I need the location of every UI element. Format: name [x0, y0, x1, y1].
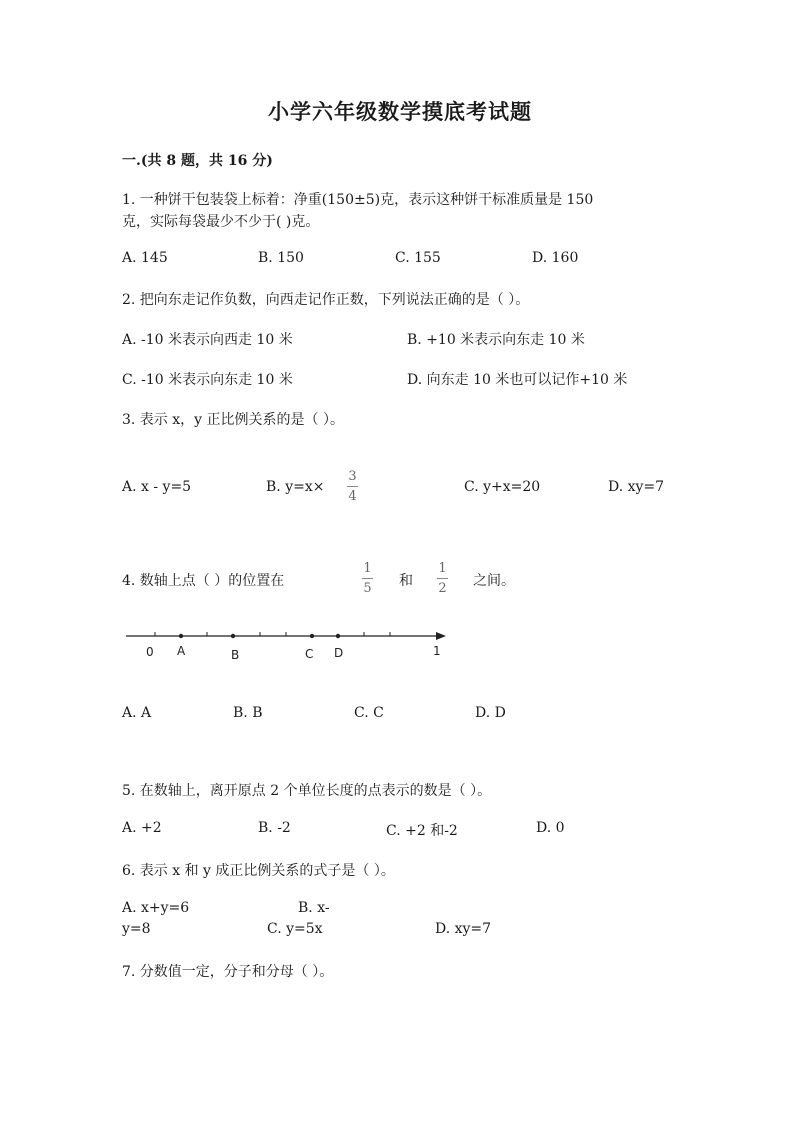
q4-fraction-one-half — [437, 562, 448, 595]
question-2: 2. 把向东走记作负数，向西走记作正数，下列说法正确的是（ ）。 — [122, 292, 530, 308]
q5-option-a: A. +2 — [122, 820, 162, 836]
q4-fraction-one-fifth — [362, 562, 373, 595]
q6-option-a: A. x+y=6 — [122, 900, 190, 916]
q3-option-b: B. y=x× — [266, 479, 325, 495]
q2-option-c: C. -10 米表示向东走 10 米 — [122, 372, 293, 388]
label-one: 1 — [433, 644, 441, 658]
point-d-dot — [336, 634, 340, 638]
fraction-denominator: 2 — [438, 581, 447, 596]
q1-option-a: A. 145 — [122, 250, 168, 266]
fraction-denominator: 4 — [348, 489, 357, 504]
q5-option-b: B. -2 — [258, 820, 291, 836]
point-a-dot — [179, 634, 183, 638]
q3-option-d: D. xy=7 — [608, 479, 665, 495]
fraction-numerator: 3 — [348, 469, 357, 484]
question-1-line-2: 克，实际每袋最少不少于( )克。 — [122, 214, 320, 230]
page-title: 小学六年级数学摸底考试题 — [268, 99, 532, 124]
q5-option-c: C. +2 和-2 — [386, 823, 458, 839]
section-heading: 一.(共 8 题，共 16 分) — [122, 153, 273, 169]
q5-option-d: D. 0 — [536, 820, 565, 836]
point-b-dot — [231, 634, 235, 638]
label-point-a: A — [177, 644, 186, 658]
label-point-d: D — [334, 646, 344, 660]
question-4-part-3: 之间。 — [473, 573, 515, 589]
q4-option-a: A. A — [122, 705, 152, 721]
number-line-arrow — [436, 632, 446, 640]
q4-option-d: D. D — [475, 705, 506, 721]
q3-option-c: C. y+x=20 — [464, 479, 541, 495]
question-1-line-1: 1. 一种饼干包装袋上标着：净重(150±5)克，表示这种饼干标准质量是 150 — [122, 192, 594, 208]
q4-option-c: C. C — [354, 705, 384, 721]
question-4-part-1: 4. 数轴上点（ ）的位置在 — [122, 573, 285, 589]
fraction-numerator: 1 — [438, 561, 447, 576]
q2-option-d: D. 向东走 10 米也可以记作+10 米 — [407, 372, 628, 388]
q3-option-a: A. x - y=5 — [122, 479, 192, 495]
question-6: 6. 表示 x 和 y 成正比例关系的式子是（ ）。 — [122, 863, 395, 879]
question-5: 5. 在数轴上，离开原点 2 个单位长度的点表示的数是（ ）。 — [122, 783, 492, 799]
q6-option-b-line-1: B. x- — [298, 900, 330, 916]
fraction-denominator: 5 — [363, 581, 372, 596]
point-c-dot — [310, 634, 314, 638]
q4-option-b: B. B — [233, 705, 263, 721]
fraction-bar — [347, 486, 358, 487]
q1-option-c: C. 155 — [395, 250, 441, 266]
q6-option-b-line-2: y=8 — [122, 921, 151, 937]
q2-option-b: B. +10 米表示向东走 10 米 — [407, 332, 585, 348]
q1-option-b: B. 150 — [258, 250, 304, 266]
q2-option-a: A. -10 米表示向西走 10 米 — [122, 332, 293, 348]
question-3: 3. 表示 x，y 正比例关系的是（ ）。 — [122, 412, 344, 428]
q6-option-d: D. xy=7 — [435, 921, 492, 937]
fraction-bar — [362, 578, 373, 579]
fraction-numerator: 1 — [363, 561, 372, 576]
q1-option-d: D. 160 — [532, 250, 579, 266]
question-7: 7. 分数值一定，分子和分母（ ）。 — [122, 964, 334, 980]
label-point-c: C — [305, 647, 314, 661]
question-4-part-2: 和 — [399, 573, 413, 589]
number-line — [120, 622, 460, 667]
fraction-bar — [437, 578, 448, 579]
label-point-b: B — [231, 648, 240, 662]
q6-option-c: C. y=5x — [267, 921, 323, 937]
q3-fraction-three-quarters — [347, 470, 358, 503]
label-zero: 0 — [146, 645, 154, 659]
